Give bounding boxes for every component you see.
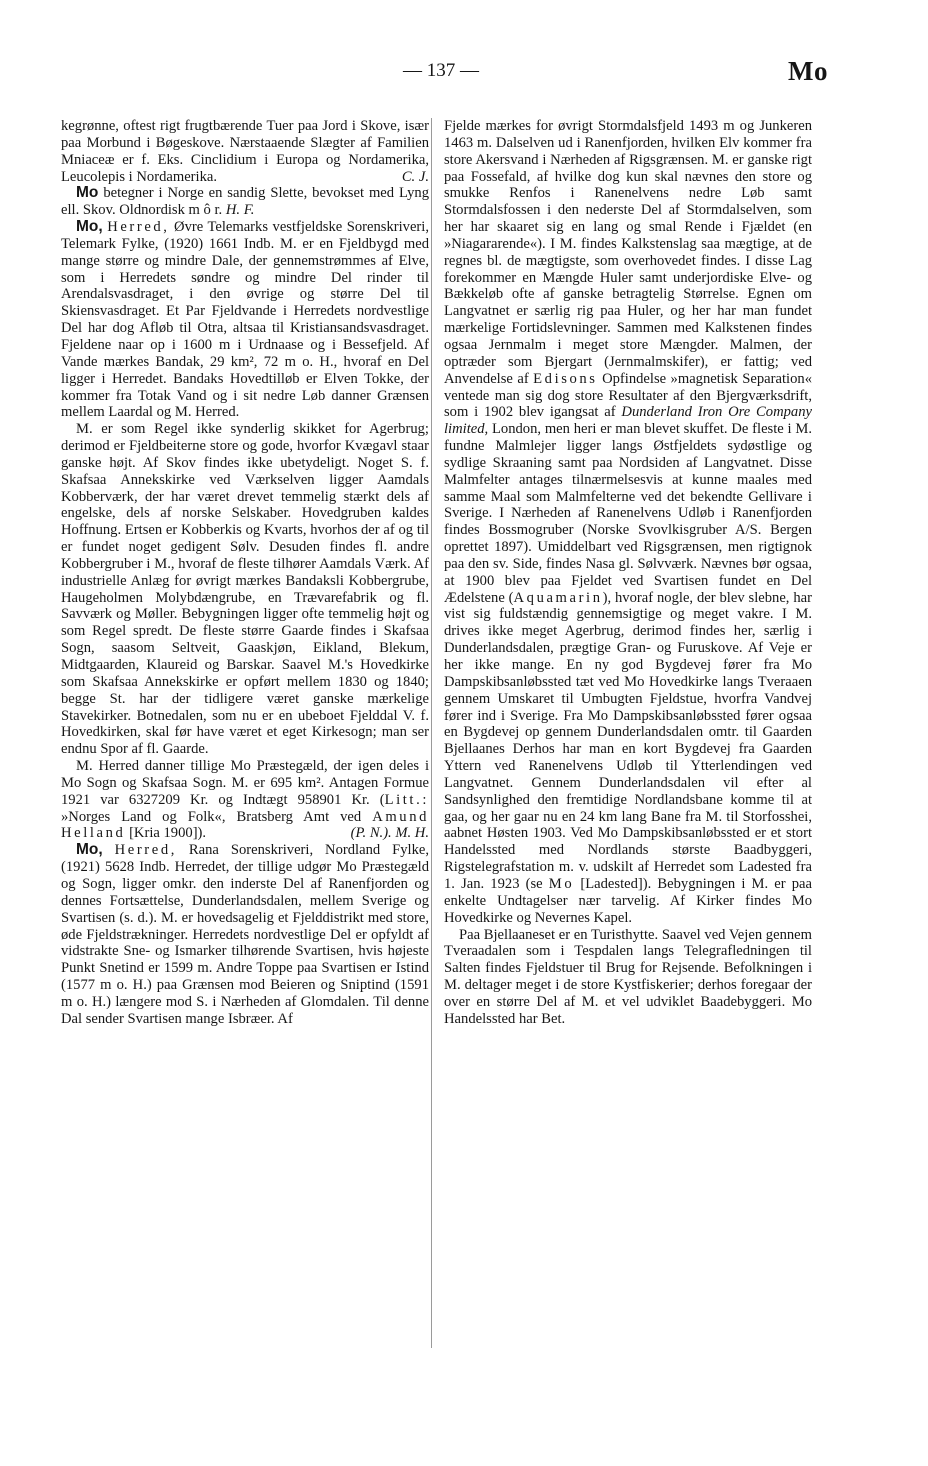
paragraph-nordland-continued	[444, 118, 812, 927]
paragraph-text: [Ladested]). Bebygningen i M. er paa enkelte Undtagelser nær tarvelig. Af Kirker findes Mo Hovedkirke og Nevernes Kapel.	[444, 875, 812, 926]
left-column	[61, 118, 429, 1028]
author-signature: C. J.	[401, 168, 429, 185]
paragraph-text: kegrønne, oftest rigt frugtbærende Tuer paa Jord i Skove, især paa Morbund i Bøgeskove. Nærstaaende Slægter af Familien Mniaceæ er f. Eks. Cinclidium i Europa og Nordamerika, Leucolepis i Nordamerika.	[61, 118, 429, 185]
entry-type: Herred,	[114, 842, 177, 859]
entry-text: Øvre Telemarks vestfjeldske Sorenskriveri, Telemark Fylke, (1920) 1661 Indb. M. er en Fjeldbygd med mange større og mindre Dale, der gennemstrømmes af Elve, som i Herredets søndre og mindre Del rinder til Arendalsvasdraget, i den øvrige og større Del til Skiensvasdraget. Et Par Fjeldvande i Herredets nordvestlige Del har dog Afløb til Otra, altsaa til Kristiansandsvasdraget. Fjeldene naar op i 1600 m i Urdnaase og i Bessefjeld. Af Vande mærkes Bandak, 29 km², 72 m o. H., hvoraf en Del ligger i Herredet. Bandaks Hovedtilløb er Elven Tokke, der kommer fra Totak Vand og i sit nedre Løb danner Grænsen mellem Laardal og M. Herred.	[61, 219, 429, 421]
entry-text: betegner i Norge en sandig Slette, bevokset med Lyng ell. Skov. Oldnordisk m ô r.	[61, 185, 429, 219]
paragraph-text: London, men heri er man blevet skuffet. De fleste i M. fundne Malmlejer ligger langs Østfjeldets sydøstlige og sydlige Skraaning samt paa Nordsiden af Langvatnet. Disse Malmfelter antages tilnærmelsesvis at kunne maales med samme Maal som Malmfelterne ved det bekendte Gellivare i Sverige. I Nærheden af Ranenelvens Udløb i Ranenfjorden findes Bossmogruber (Norske Svovlkisgruber A/S. Bergen oprettet 1897). Umiddelbart ved Rigsgrænsen, men rigtignok paa den sv. Side, findes Nasa gl. Sølvværk. Nævnes bør ogsaa, at 1900 blev paa Fjeldet ved Svartisen fundet en Del Ædelstene (	[444, 421, 812, 606]
page-header	[0, 56, 928, 90]
page-number: — 137 —	[403, 60, 479, 81]
paragraph-text: Opfindelse »magnetisk Separation« ventede man sig dog store Resultater af den Bjergværksdrift, som i 1902 blev igangsat af	[444, 370, 812, 421]
paragraph-mniaceae	[61, 118, 429, 185]
paragraph-agriculture: M. er som Regel ikke synderlig skikket for Agerbrug; derimod er Fjeldbeiterne store og gode, hvorfor Kvægavl staar ganske højt. Af Skov findes ikke ubetydeligt. Noget S. f. Skafsaa Annekskirke ved Værkselven ligger Aamdals Kobberværk, der har været drevet temmelig stærkt dels af engelske, dels af norske Selskaber. Hovedgruben kaldes Hoffnung. Ertsen er Kobberkis og Kvarts, hvorhos der af og til er fundet noget gedigent Sølv. Desuden findes fl. andre Kobbergruber i M., hvoraf de fleste tilhører Aamdals Værk. Af industrielle Anlæg for øvrigt mærkes Bandaksli Kobbergrube, Haugeholmen Molybdængrube, en Trævarefabrik og fl. Savværk og Møller. Bebygningen ligger ofte temmelig højt og som Regel spredt. De fleste større Gaarde findes i Skafsaa Sogn, saasom Seltveit, Gaaskjøn, Eikland, Blekum, Midtgaarden, Klaureid og Barskar. Saavel M.'s Hovedkirke som Skafsaa Annekskirke er opført mellem 1830 og 1840; begge St. har der tidligere været ganske mærkelige Stavekirker. Botnedalen, som nu er en ubeboet Fjelddal V. f. Hovedkirken, skal før have været et eget Kirkesogn; man ser endnu Spor af fl. Gaarde.	[61, 421, 429, 758]
paragraph-text: M. Herred danner tillige Mo Præstegæld, der igen deles i Mo Sogn og Skafsaa Sogn. M. er 695 km². Antagen Formue 1921 var 6327209 Kr. og Indtægt 958901 Kr. (	[61, 758, 429, 808]
paragraph-text: ), hvoraf nogle, der blev slebne, har vist sig fuldstændig gennemsigtige og meget vakre. I M. drives ikke meget Agerbrug, derimod findes her, særlig i Dunderlandsdalen, prægtige Gran- og Furuskove. Af Veje er her ikke mange. En ny god Bygdevej fører fra Mo Dampskibsanløbssted tæt ved Mo Hovedkirke langs Tveraaen gennem Umskaret til Umbugten Fjeldstue, hvorfra Vandvej fører ind i Sverige. Fra Mo Dampskibsanløbssted fører ogsaa en Bygdevej op gennem Dunderlandsdalen omtr. til Gaarden Bjellaanes Derhos har man en kort Bygdevej fra Gaarden Yttern ved Ranenelvens Udløb til Ytterlendingen ved Langvatnet. Gennem Dunderlandsdalen vil efter al Sandsynlighed den fremtidige Nordlandsbane komme til at gaa, og her gaar nu en 24 km lang Bane fra M. til Storfosshei, aabnet Høsten 1903. Ved Mo Dampskibsanløbssted er et stort Handelssted med Nordlands største Baadbyggeri, Rigstelegrafstation m. v. udskilt af Herredet som Ladested fra 1. Jan. 1923 (se	[444, 589, 812, 892]
entry-text: Rana Sorenskriveri, Nordland Fylke, (1921) 5628 Indb. Herredet, der tillige udgør Mo Præstegæld og Sogn, ligger omkr. den inderste Del af Ranenfjorden og dennes Fortsættelse, Dunderlandsdalen, mellem Sverige og Svartisen (s. d.). M. er hovedsagelig et Fjelddistrikt med store, øde Fjeldstrækninger. Herredets nordvestlige Del er opfyldt af vidstrakte Sne- og Ismarker tilhørende Svartisen, hvis højeste Punkt Snetind er 1599 m. Andre Toppe paa Svartisen er Istind (1577 m o. H.) paa Grænsen mod Beieren og Sniptind (1591 m o. H.) længere mod S. i Nærheden af Glomdalen. Til denne Dal sender Svartisen mange Isbræer. Af	[61, 842, 429, 1027]
paragraph-text: »Norges Land og Folk«, Bratsberg Amt ved	[61, 808, 362, 825]
entry-mo-slette	[61, 185, 429, 219]
entry-lemma: Mo	[76, 184, 99, 202]
column-divider	[431, 118, 432, 1348]
paragraph-prestegaeld	[61, 758, 429, 842]
entry-mo-telemark	[61, 219, 429, 421]
entry-mo-nordland	[61, 842, 429, 1027]
literature-label: Litt.:	[384, 791, 429, 808]
author-name: Amund Helland	[61, 808, 429, 842]
author-signature: H. F.	[225, 202, 255, 219]
author-signature: (P. N.). M. H.	[350, 825, 429, 842]
paragraph-text: [Kria 1900]).	[129, 825, 207, 842]
entry-type: Herred,	[107, 219, 170, 236]
company-name: Dunderland Iron Ore Company limited,	[444, 404, 812, 438]
paragraph-text: Fjelde mærkes for øvrigt Stormdalsfjeld 1493 m og Junkeren 1463 m. Dalselven ud i Ranenfjorden, hvilken Elv kommer fra store Akersvand i Nærheden af Rigsgrænsen. M. er ganske rigt paa Fossefald, af hvilke dog kun skal nævnes den store og smukke Renfos i Ranenelvens nedre Løb samt Stormdalsfossen i den nederste Del af Stormdalselven, som her har skaaret sig en lang og smal Rende i Fjældet (en »Niagararende«). I M. findes Kalkstenslag saa mægtige, at de regnes bl. de mægtigste, som overhovedet findes. I disse Lag forekommer en Mængde Huler samt underjordiske Elve- og Bækkeløb ofte af ganske betragtelig Størrelse. Egnen om Langvatnet er særlig rig paa Huler, og her har man fundet mærkelige Fortidslevninger. Sammen med Kalkstenen findes ogsaa Jernmalm i meget store Mængder. Malmen, der optræder som Bjergart (Jernmalmskifer), er fattig; ved Anvendelse af	[444, 118, 812, 387]
entry-lemma: Mo,	[76, 218, 103, 236]
gem-name: Aquamarin	[513, 589, 603, 606]
cross-reference: Mo	[548, 875, 575, 892]
paragraph-turisthytte: Paa Bjellaaneset er en Turisthytte. Saavel ved Vejen gennem Tveraadalen som i Tespdalen langs Telegrafledningen til Salten findes Fjeldstuer til Brug for Rejsende. Befolkningen i M. deltager meget i de store Kystfiskerier; derhos foregaar der over en større Del af M. et vel udviklet Baadebyggeri. Mo Handelssted har Bet.	[444, 926, 812, 1027]
running-head: Mo	[788, 56, 828, 86]
right-column	[444, 118, 812, 1028]
person-name: Edisons	[533, 370, 598, 387]
entry-lemma: Mo,	[76, 841, 103, 859]
